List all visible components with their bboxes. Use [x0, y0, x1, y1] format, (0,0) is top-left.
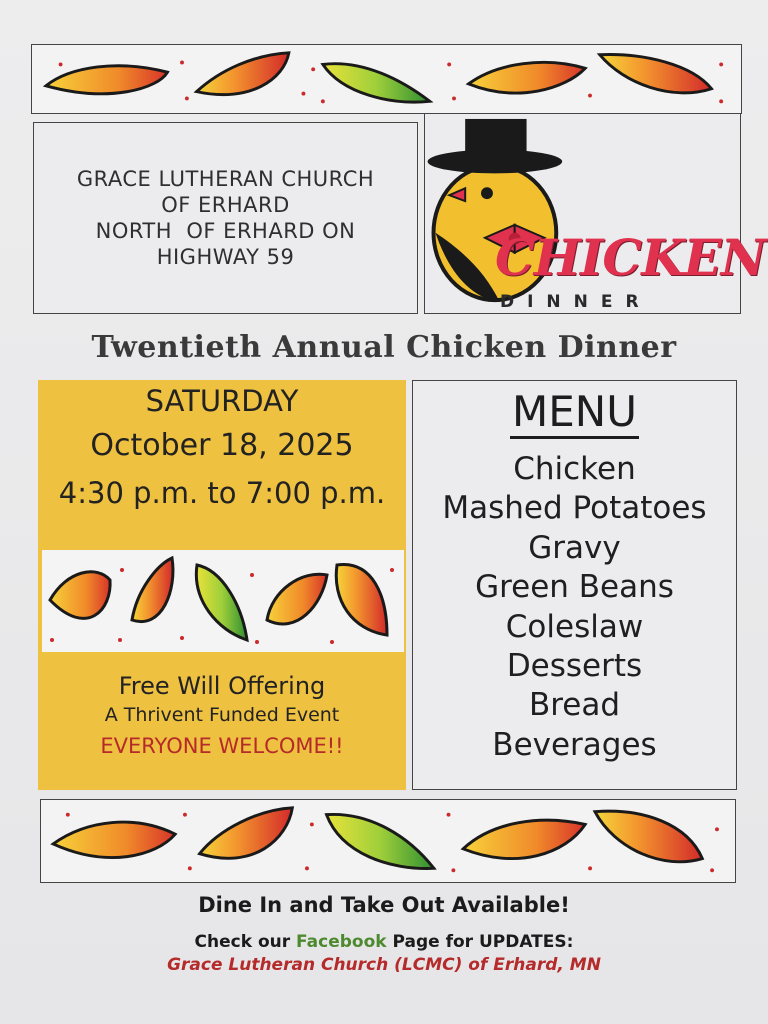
event-time: 4:30 p.m. to 7:00 p.m. [58, 476, 386, 510]
menu-item: Mashed Potatoes [442, 490, 707, 526]
event-sponsor: A Thrivent Funded Event [104, 704, 340, 726]
facebook-link[interactable]: Facebook [296, 932, 387, 952]
bottom-leaf-border [40, 799, 736, 883]
event-day: SATURDAY [145, 384, 299, 418]
menu-item: Desserts [506, 648, 643, 684]
address-line: OF ERHARD [161, 193, 290, 217]
top-hat-icon [428, 119, 563, 173]
church-address-box [33, 122, 418, 314]
autumn-leaf-icon [42, 550, 404, 652]
address-line: NORTH OF ERHARD ON [95, 219, 356, 243]
menu-item: Green Beans [475, 569, 674, 605]
facebook-notice: Check our Facebook Page for UPDATES: [194, 932, 574, 952]
autumn-leaf-icon [32, 45, 741, 113]
logo-dinner-word: DINNER [500, 292, 652, 312]
menu-item: Gravy [528, 530, 621, 566]
menu-item: Beverages [492, 727, 657, 763]
church-page-name: Grace Lutheran Church (LCMC) of Erhard, MN [167, 955, 601, 975]
dine-in-notice: Dine In and Take Out Available! [198, 893, 570, 917]
menu-item: Bread [528, 687, 621, 723]
menu-item: Coleslaw [505, 609, 644, 645]
top-leaf-border [31, 44, 742, 114]
logo-chicken-word: CHICKEN [495, 228, 766, 287]
event-leaf-strip [42, 550, 404, 652]
event-welcome: EVERYONE WELCOME!! [100, 734, 344, 758]
autumn-leaf-icon [41, 800, 735, 882]
event-offering: Free Will Offering [118, 672, 326, 700]
address-line: GRACE LUTHERAN CHURCH [76, 167, 375, 191]
menu-item: Chicken [513, 451, 636, 487]
event-date: October 18, 2025 [90, 428, 354, 463]
menu-panel [412, 380, 737, 790]
address-line: HIGHWAY 59 [156, 245, 295, 269]
menu-heading: MENU [413, 387, 736, 436]
page-title: Twentieth Annual Chicken Dinner [91, 330, 677, 365]
